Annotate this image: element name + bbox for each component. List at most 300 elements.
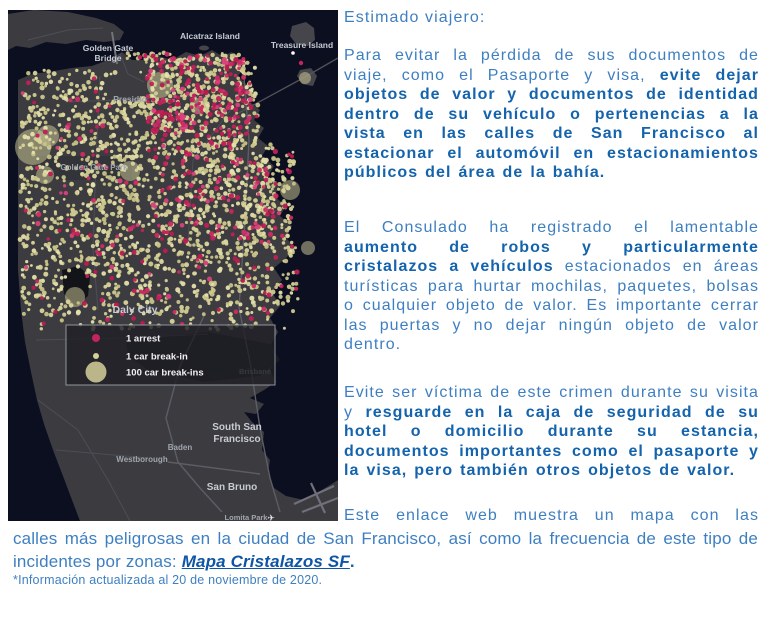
car-break-in-dot (147, 223, 150, 226)
car-break-in-dot (56, 87, 60, 91)
car-break-in-dot (130, 155, 135, 160)
arrest-dot (248, 82, 252, 86)
car-break-in-dot (106, 247, 111, 252)
car-break-in-dot (237, 186, 241, 190)
arrest-dot (75, 231, 80, 236)
car-break-in-dot (263, 218, 266, 221)
car-break-in-dot (181, 206, 185, 210)
car-break-in-dot (44, 180, 48, 184)
car-break-in-dot (151, 135, 154, 138)
car-break-in-dot (91, 150, 94, 153)
car-break-in-dot (229, 152, 233, 156)
arrest-dot (166, 80, 170, 84)
car-break-in-dot (145, 248, 150, 253)
car-break-in-dot (124, 281, 129, 286)
car-break-in-dot (240, 181, 245, 186)
car-break-in-dot (31, 214, 34, 217)
arrest-dot (171, 88, 175, 92)
car-break-in-dot (217, 197, 220, 200)
car-break-in-dot (154, 91, 158, 95)
car-break-in-dot (189, 194, 193, 198)
arrest-dot (227, 173, 232, 178)
car-break-in-dot (289, 250, 292, 253)
car-break-in-dot (37, 122, 41, 126)
car-break-in-dot (215, 150, 218, 153)
car-break-in-dot (224, 116, 229, 121)
arrest-dot (186, 203, 190, 207)
car-break-in-dot (202, 280, 206, 284)
car-break-in-dot (100, 113, 105, 118)
car-break-in-dot (27, 308, 30, 311)
car-break-in-dot (254, 129, 258, 133)
car-break-in-dot (39, 146, 42, 149)
car-break-in-dot (27, 291, 31, 295)
arrest-dot (241, 279, 245, 283)
car-break-in-dot (23, 296, 27, 300)
car-break-in-dot (71, 108, 75, 112)
car-break-in-dot (96, 205, 99, 208)
car-break-in-dot (148, 262, 153, 267)
car-break-in-dot (39, 228, 43, 232)
arrest-dot (227, 141, 232, 146)
car-break-in-dot (99, 86, 103, 90)
car-break-in-dot (158, 312, 162, 316)
text-run: Evite ser víctima de este crimen durante su visita y (344, 384, 759, 421)
text-run: El Consulado ha registrado el lamentable (344, 219, 759, 236)
car-break-in-dot (27, 200, 31, 204)
arrest-dot (132, 250, 137, 255)
car-break-in-dot (279, 291, 283, 295)
car-break-in-dot (290, 241, 293, 244)
arrest-dot (241, 98, 246, 103)
car-break-in-dot (208, 180, 212, 184)
arrest-dot (171, 56, 176, 61)
car-break-in-dot (132, 115, 136, 119)
arrest-dot (133, 278, 137, 282)
arrest-dot (245, 273, 250, 278)
car-break-in-dot (237, 53, 241, 57)
arrest-dot (260, 240, 264, 244)
arrest-dot (229, 193, 234, 198)
arrest-dot (254, 226, 258, 230)
car-break-in-dot (217, 62, 221, 66)
car-break-in-dot (127, 121, 131, 125)
car-break-in-dot (124, 113, 127, 116)
arrest-dot (244, 132, 248, 136)
place-label: South San (212, 422, 262, 433)
car-break-in-dot (21, 268, 24, 271)
mapa-cristalazos-link[interactable]: Mapa Cristalazos SF (181, 552, 350, 571)
bubble-100-break-ins (301, 241, 315, 255)
car-break-in-dot (107, 199, 112, 204)
car-break-in-dot (205, 255, 208, 258)
car-break-in-dot (22, 183, 26, 187)
arrest-dot (205, 77, 209, 81)
car-break-in-dot (256, 162, 260, 166)
arrest-dot (273, 255, 278, 260)
car-break-in-dot (33, 114, 37, 118)
car-break-in-dot (140, 278, 144, 282)
arrest-dot (262, 185, 266, 189)
car-break-in-dot (174, 66, 178, 70)
car-break-in-dot (223, 153, 228, 158)
car-break-in-dot (30, 264, 33, 267)
car-break-in-dot (139, 71, 142, 74)
arrest-dot (238, 236, 242, 240)
arrest-dot (210, 235, 215, 240)
car-break-in-dot (271, 290, 276, 295)
car-break-in-dot (211, 160, 216, 165)
car-break-in-dot (204, 151, 208, 155)
car-break-in-dot (94, 132, 97, 135)
car-break-in-dot (147, 283, 152, 288)
car-break-in-dot (102, 97, 105, 100)
arrest-dot (136, 223, 140, 227)
car-break-in-dot (77, 301, 80, 304)
car-break-in-dot (142, 185, 145, 188)
car-break-in-dot (227, 263, 231, 267)
car-break-in-dot (145, 173, 148, 176)
arrest-dot (127, 226, 132, 231)
car-break-in-dot (148, 195, 152, 199)
car-break-in-dot (79, 259, 83, 263)
car-break-in-dot (84, 138, 88, 142)
car-break-in-dot (261, 274, 264, 277)
car-break-in-dot (67, 117, 71, 121)
car-break-in-dot (57, 309, 60, 312)
car-break-in-dot (32, 206, 37, 211)
car-break-in-dot (158, 52, 161, 55)
arrest-dot (177, 270, 181, 274)
car-break-in-dot (192, 284, 197, 289)
car-break-in-dot (22, 312, 26, 316)
arrest-dot (194, 195, 197, 198)
car-break-in-dot (213, 177, 217, 181)
arrest-dot (24, 265, 28, 269)
car-break-in-dot (291, 205, 294, 208)
arrest-dot (238, 125, 243, 130)
car-break-in-dot (281, 188, 286, 193)
car-break-in-dot (218, 218, 222, 222)
car-break-in-dot (126, 138, 131, 143)
text-run: estacionados en áreas turísticas para hurtar mochilas, paquetes, bolsas o cualquier objeto de valor. Es importante cerrar las puertas y no dejar ningún objeto de valor dentro. (344, 258, 759, 353)
car-break-in-dot (186, 63, 189, 66)
car-break-in-dot (206, 164, 210, 168)
car-break-in-dot (47, 155, 52, 160)
arrest-dot (203, 261, 208, 266)
car-break-in-dot (97, 198, 101, 202)
car-break-in-dot (22, 224, 27, 229)
car-break-in-dot (287, 272, 290, 275)
car-break-in-dot (217, 260, 220, 263)
arrest-dot (241, 230, 246, 235)
arrest-dot (60, 137, 64, 141)
car-break-in-dot (117, 211, 121, 215)
text-run: Para evitar la pérdida de sus documentos de viaje, como el Pasaporte y visa, (344, 47, 759, 84)
car-break-in-dot (236, 202, 240, 206)
arrest-dot (267, 292, 272, 297)
car-break-in-dot (23, 134, 28, 139)
arrest-dot (217, 308, 221, 312)
car-break-in-dot (81, 256, 84, 259)
car-break-in-dot (54, 132, 57, 135)
car-break-in-dot (289, 164, 292, 167)
car-break-in-dot (28, 143, 32, 147)
car-break-in-dot (245, 311, 250, 316)
car-break-in-dot (96, 102, 101, 107)
car-break-in-dot (236, 168, 241, 173)
car-break-in-dot (173, 136, 177, 140)
arrest-dot (189, 217, 192, 220)
car-break-in-dot (240, 147, 243, 150)
car-break-in-dot (164, 307, 168, 311)
car-break-in-dot (127, 195, 132, 200)
arrest-dot (225, 68, 229, 72)
car-break-in-dot (122, 187, 127, 192)
car-break-in-dot (205, 184, 208, 187)
car-break-in-dot (206, 250, 211, 255)
car-break-in-dot (123, 109, 126, 112)
arrest-dot (77, 136, 82, 141)
car-break-in-dot (120, 215, 123, 218)
car-break-in-dot (139, 103, 144, 108)
arrest-dot (203, 90, 208, 95)
arrest-dot (187, 170, 192, 175)
arrest-dot (120, 251, 125, 256)
arrest-dot (238, 92, 242, 96)
car-break-in-dot (172, 169, 176, 173)
arrest-dot (234, 309, 239, 314)
car-break-in-dot (31, 253, 34, 256)
car-break-in-dot (203, 129, 207, 133)
car-break-in-dot (214, 171, 217, 174)
car-break-in-dot (91, 182, 95, 186)
arrest-dot (157, 224, 161, 228)
car-break-in-dot (32, 275, 37, 280)
car-break-in-dot (110, 150, 113, 153)
car-break-in-dot (273, 198, 276, 201)
car-break-in-dot (270, 246, 274, 250)
arrest-dot (256, 180, 260, 184)
car-break-in-dot (285, 234, 290, 239)
car-break-in-dot (241, 113, 245, 117)
arrest-dot (233, 226, 237, 230)
car-break-in-dot (146, 294, 149, 297)
car-break-in-dot (211, 319, 214, 322)
arrest-dot (233, 107, 238, 112)
car-break-in-dot (104, 238, 108, 242)
car-break-in-dot (196, 77, 201, 82)
arrest-dot (273, 149, 278, 154)
car-break-in-dot (187, 130, 190, 133)
car-break-in-dot (256, 172, 259, 175)
car-break-in-dot (218, 251, 223, 256)
car-break-in-dot (122, 226, 126, 230)
car-break-in-dot (110, 193, 114, 197)
car-break-in-dot (128, 252, 131, 255)
car-break-in-dot (171, 148, 174, 151)
car-break-in-dot (200, 260, 204, 264)
car-break-in-dot (113, 70, 118, 75)
car-break-in-dot (290, 291, 293, 294)
place-label: Daly City (112, 304, 158, 316)
car-break-in-dot (45, 162, 49, 166)
car-break-in-dot (109, 112, 112, 115)
car-break-in-dot (216, 295, 220, 299)
arrest-dot (237, 67, 241, 71)
car-break-in-dot (177, 86, 180, 89)
arrest-dot (175, 111, 179, 115)
arrest-dot (279, 284, 283, 288)
arrest-dot (207, 277, 212, 282)
car-break-in-dot (280, 226, 283, 229)
car-break-in-dot (282, 177, 286, 181)
car-break-in-dot (165, 279, 168, 282)
arrest-dot (53, 310, 57, 314)
car-break-in-dot (38, 114, 41, 117)
car-break-in-dot (266, 286, 271, 291)
car-break-in-dot (24, 244, 28, 248)
car-break-in-dot (158, 147, 161, 150)
car-break-in-dot (188, 237, 192, 241)
car-break-in-dot (209, 190, 214, 195)
car-break-in-dot (151, 119, 154, 122)
car-break-in-dot (202, 249, 205, 252)
car-break-in-dot (212, 137, 215, 140)
car-break-in-dot (131, 141, 135, 145)
car-break-in-dot (194, 190, 197, 193)
car-break-in-dot (52, 141, 55, 144)
car-break-in-dot (252, 233, 255, 236)
car-break-in-dot (101, 271, 106, 276)
incident-marker (291, 51, 295, 55)
car-break-in-dot (160, 213, 164, 217)
car-break-in-dot (213, 117, 217, 121)
arrest-dot (169, 185, 173, 189)
car-break-in-dot (49, 225, 54, 230)
car-break-in-dot (111, 115, 115, 119)
car-break-in-dot (235, 140, 238, 143)
car-break-in-dot (244, 212, 248, 216)
arrest-dot (58, 228, 62, 232)
car-break-in-dot (286, 184, 289, 187)
arrest-dot (187, 55, 192, 60)
arrest-dot (147, 149, 151, 153)
car-break-in-dot (117, 273, 121, 277)
arrest-dot (223, 109, 227, 113)
car-break-in-dot (209, 220, 214, 225)
car-break-in-dot (287, 226, 291, 230)
arrest-dot (189, 183, 194, 188)
car-break-in-dot (240, 138, 244, 142)
car-break-in-dot (46, 296, 50, 300)
car-break-in-dot (35, 126, 39, 130)
car-break-in-dot (232, 143, 237, 148)
car-break-in-dot (165, 288, 169, 292)
car-break-in-dot (60, 77, 64, 81)
car-break-in-dot (106, 122, 110, 126)
car-break-in-dot (62, 241, 65, 244)
car-break-in-dot (26, 71, 30, 75)
car-break-in-dot (277, 188, 280, 191)
car-break-in-dot (107, 303, 111, 307)
arrest-dot (179, 71, 183, 75)
arrest-dot (176, 146, 181, 151)
car-break-in-dot (44, 195, 48, 199)
car-break-in-dot (88, 86, 91, 89)
arrest-dot (203, 58, 208, 63)
arrest-dot (185, 80, 190, 85)
car-break-in-dot (52, 279, 56, 283)
car-break-in-dot (56, 176, 59, 179)
car-break-in-dot (296, 297, 299, 300)
car-break-in-dot (217, 160, 220, 163)
car-break-in-dot (126, 57, 129, 60)
advisory-paragraph-3 (344, 383, 759, 481)
car-break-in-dot (59, 287, 63, 291)
car-break-in-dot (30, 132, 35, 137)
car-break-in-dot (19, 146, 22, 149)
arrest-dot (169, 100, 173, 104)
car-break-in-dot (244, 220, 248, 224)
arrest-dot (183, 172, 187, 176)
arrest-dot (228, 146, 233, 151)
car-break-in-dot (211, 164, 214, 167)
car-break-in-dot (24, 187, 27, 190)
car-break-in-dot (171, 268, 176, 273)
car-break-in-dot (168, 237, 173, 242)
car-break-in-dot (162, 79, 165, 82)
car-break-in-dot (145, 131, 149, 135)
car-break-in-dot (147, 55, 150, 58)
car-break-in-dot (74, 105, 77, 108)
car-break-in-dot (21, 273, 25, 277)
car-break-in-dot (80, 95, 84, 99)
car-break-in-dot (211, 288, 216, 293)
arrest-dot (251, 225, 255, 229)
car-break-in-dot (180, 58, 184, 62)
arrest-dot (249, 316, 254, 321)
car-break-in-dot (136, 289, 139, 292)
car-break-in-dot (117, 147, 122, 152)
car-break-in-dot (257, 266, 260, 269)
arrest-dot (217, 111, 221, 115)
car-break-in-dot (180, 252, 184, 256)
car-break-in-dot (255, 219, 258, 222)
car-break-in-dot (238, 253, 243, 258)
car-break-in-dot (157, 284, 160, 287)
car-break-in-dot (81, 120, 86, 125)
car-break-in-dot (146, 141, 150, 145)
arrest-dot (198, 97, 203, 102)
car-break-in-dot (132, 188, 136, 192)
car-break-in-dot (157, 152, 160, 155)
car-break-in-dot (98, 320, 102, 324)
arrest-dot (169, 64, 173, 68)
car-break-in-dot (106, 230, 111, 235)
arrest-dot (235, 195, 240, 200)
airplane-icon: ✈ (267, 513, 275, 521)
car-break-in-dot (26, 96, 30, 100)
car-break-in-dot (265, 263, 269, 267)
car-break-in-dot (160, 178, 164, 182)
car-break-in-dot (239, 310, 242, 313)
car-break-in-dot (161, 75, 165, 79)
text-run: calles más peligrosas en la ciudad de San Francisco, así como la frecuencia de este tipo de incidentes por zonas: (13, 529, 758, 571)
car-break-in-dot (133, 149, 136, 152)
arrest-dot (109, 265, 114, 270)
car-break-in-dot (231, 290, 235, 294)
